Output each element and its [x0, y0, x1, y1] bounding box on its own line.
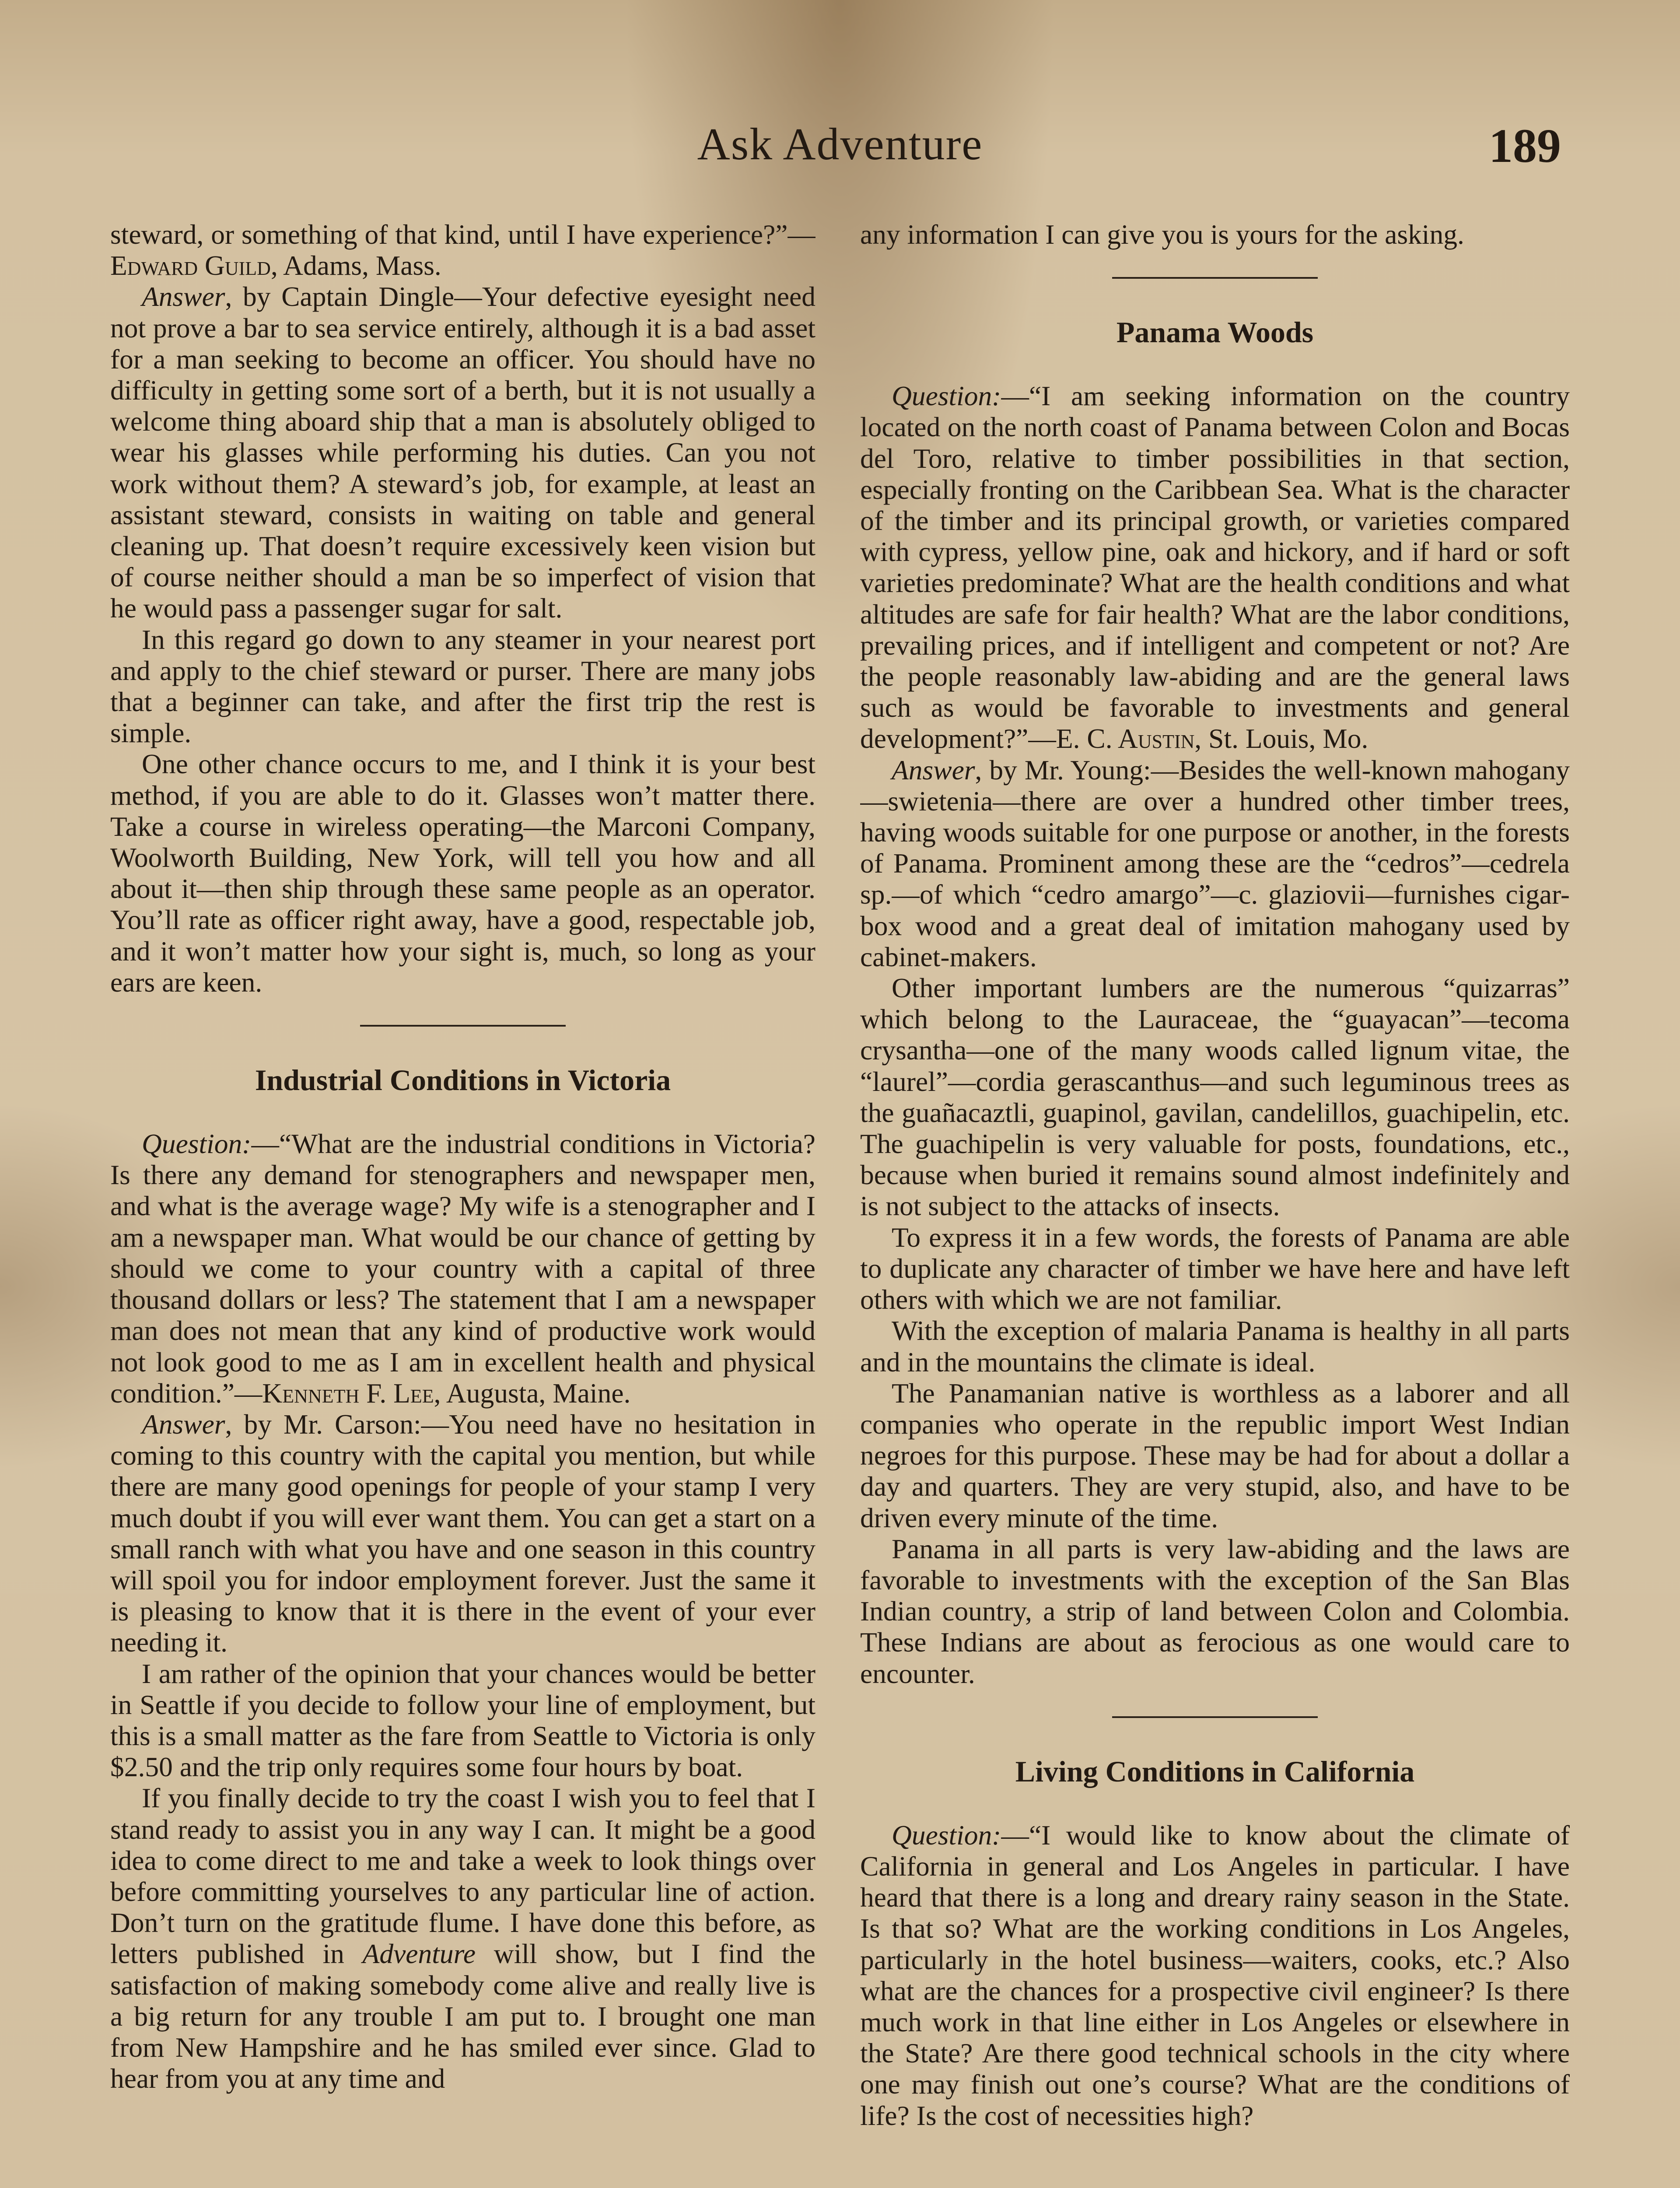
answer-label: Answer — [892, 754, 975, 785]
author-name: Edward Guild — [110, 250, 271, 281]
question-label: Question: — [142, 1128, 252, 1160]
section-divider — [1112, 1716, 1318, 1718]
page-number: 189 — [1489, 119, 1561, 172]
running-title: Ask Adventure — [697, 119, 983, 169]
right-column — [860, 219, 1570, 2188]
answer-label: Answer — [142, 1408, 225, 1440]
section-title: Panama Woods — [1116, 316, 1314, 349]
magazine-name: Adventure — [362, 1938, 476, 1970]
left-column — [110, 219, 816, 2188]
question-label: Question: — [892, 380, 1001, 412]
paragraph: Other important lumbers are the numerous “quizarras” which belong to the Lauraceae, the “guayacan”—tecoma crysantha—one of the many woods called lignum vitae, the “laurel”—cordia gerascanthus—and such leguminous trees as the guañacaztli, guapinol, gavilan, candelillos, guachipelin, etc. The guachipelin is very valuable for posts, foundations, etc., because when buried it remains sound almost indefinitely and is not subject to the attacks of insects. — [860, 972, 1570, 1222]
section-divider — [360, 1025, 566, 1027]
paragraph: To express it in a few words, the forests of Panama are able to duplicate any character of timber we have here and have left others with which we are not familiar. — [860, 1221, 1570, 1315]
section-title: Industrial Conditions in Victoria — [255, 1063, 671, 1097]
question-paragraph: Question:—“What are the industrial conditions in Victoria? Is there any demand for stenographers and newspaper men, and what is the average wage? My wife is a stenographer and I am a newspaper man. What would be our chance of getting by should we come to your country with a capital of three thousand dollars or less? The statement that I am a newspaper man does not mean that any kind of productive work would not look good to me as I am in excellent health and physical condition.”—Kenneth F. Lee, Augusta, Maine. — [110, 1128, 816, 1409]
paragraph: steward, or something of that kind, until I have experience?”—Edward Guild, Adams, Mass. — [110, 219, 816, 281]
paragraph: Panama in all parts is very law-abiding and the laws are favorable to investments with the exception of the San Blas Indian country, a strip of land between Colon and Colombia. These Indians are about as ferocious as one would care to encounter. — [860, 1533, 1570, 1689]
question-label: Question: — [892, 1819, 1001, 1851]
paragraph: One other chance occurs to me, and I think it is your best method, if you are able to do it. Glasses won’t matter there. Take a course in wireless operating—the Marconi Company, Woolworth Building, New York, will tell you how and all about it—then ship through these same people as an operator. You’ll rate as officer right away, have a good, respectable job, and it won’t matter how your sight is, much, so long as your ears are keen. — [110, 748, 816, 998]
question-paragraph: Question:—“I would like to know about the climate of California in general and Los Angeles in particular. I have heard that there is a long and dreary rainy season in the State. Is that so? What are the working conditions in Los Angeles, particularly in the hotel business—waiters, cooks, etc.? Also what are the chances for a prospective civil engineer? Is there much work in that line either in Los Angeles or elsewhere in the State? Are there good technical schools in the city where one may finish out one’s course? What are the conditions of life? Is the cost of necessities high? — [860, 1819, 1570, 2131]
paragraph: any information I can give you is yours for the asking. — [860, 219, 1464, 250]
answer-paragraph: Answer, by Captain Dingle—Your defective eyesight need not prove a bar to sea service entirely, although it is a bad asset for a man seeking to become an officer. You should have no difficulty in getting some sort of a berth, but it is not usually a welcome thing aboard ship that a man is absolutely obliged to wear his glasses while performing his duties. Can you not work without them? A steward’s job, for example, at least an assistant steward, consists in waiting on table and general cleaning up. That doesn’t require excessively keen vision but of course neither should a man be so imperfect of vision that he would pass a passenger sugar for salt. — [110, 281, 816, 624]
paragraph: With the exception of malaria Panama is healthy in all parts and in the mountains the climate is ideal. — [860, 1315, 1570, 1378]
section-divider — [1112, 277, 1318, 279]
running-head — [0, 118, 1680, 175]
paragraph: I am rather of the opinion that your chances would be better in Seattle if you decide to follow your line of employment, but this is a small matter as the fare from Seattle to Victoria is only $2.50 and the trip only requires some four hours by boat. — [110, 1658, 816, 1783]
author-name: E. C. Austin — [1056, 723, 1195, 754]
author-name: Kenneth F. Lee — [262, 1377, 434, 1409]
answer-paragraph: Answer, by Mr. Young:—Besides the well-known mahogany—swietenia—there are over a hundred other timber trees, having woods suitable for one purpose or another, in the forests of Panama. Prominent among these are the “cedros”—cedrela sp.—of which “cedro amargo”—c. glaziovii—furnishes cigar-box wood and a great deal of imitation mahogany used by cabinet-makers. — [860, 754, 1570, 972]
paragraph: In this regard go down to any steamer in your nearest port and apply to the chief steward or purser. There are many jobs that a beginner can take, and after the first trip the rest is simple. — [110, 624, 816, 749]
paragraph: The Panamanian native is worthless as a laborer and all companies who operate in the republic import West Indian negroes for this purpose. These may be had for about a dollar a day and quarters. They are very stupid, also, and have to be driven every minute of the time. — [860, 1377, 1570, 1533]
answer-label: Answer — [142, 281, 225, 312]
section-title: Living Conditions in California — [1015, 1754, 1415, 1788]
answer-paragraph: Answer, by Mr. Carson:—You need have no hesitation in coming to this country with the capital you mention, but while there are many good openings for people of your stamp I very much doubt if you will ever want them. You can get a start on a small ranch with what you have and one season in this country will spoil you for indoor employment forever. Just the same it is pleasing to know that it is there in the event of your ever needing it. — [110, 1408, 816, 1658]
question-paragraph: Question:—“I am seeking information on the country located on the north coast of Panama between Colon and Bocas del Toro, relative to timber possibilities in that section, especially fronting on the Caribbean Sea. What is the character of the timber and its principal growth, or varieties compared with cypress, yellow pine, oak and hickory, and if hard or soft varieties predominate? What are the health conditions and what altitudes are safe for fair health? What are the labor conditions, prevailing prices, and if intelligent and competent or not? Are the people reasonably law-abiding and are the general laws such as would be favorable to investments and general development?”—E. C. Austin, St. Louis, Mo. — [860, 380, 1570, 754]
paragraph: If you finally decide to try the coast I wish you to feel that I stand ready to assist you in any way I can. It might be a good idea to come direct to me and take a week to look things over before committing yourselves to any particular line of action. Don’t turn on the gratitude flume. I have done this before, as letters published in Adventure will show, but I find the satisfaction of making somebody come alive and really live is a big return for any trouble I am put to. I brought one man from New Hampshire and he has smiled ever since. Glad to hear from you at any time and — [110, 1782, 816, 2094]
